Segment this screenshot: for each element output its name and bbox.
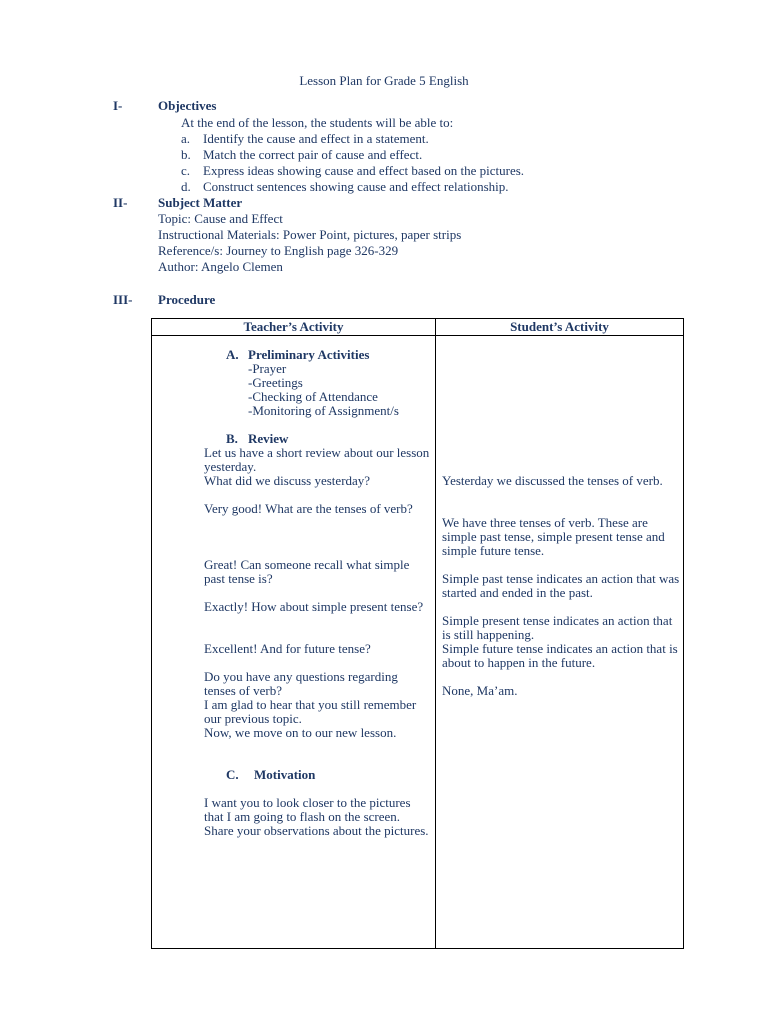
motivation-heading [226,768,454,782]
teacher-review-question-2: Very good! What are the tenses of verb? [204,501,413,516]
review-heading [226,432,454,446]
section-title: Review [248,431,289,446]
teacher-review-intro: Let us have a short review about our lesson yesterday. [204,445,430,474]
objectives-heading: Objectives [158,98,217,113]
teacher-review-question-5: Excellent! And for future tense? [204,641,371,656]
section-title: Preliminary Activities [248,347,370,362]
teacher-review-question-6: Do you have any questions regarding tenses of verb? [204,669,398,698]
page-title: Lesson Plan for Grade 5 English [299,73,469,88]
item-text: Identify the cause and effect in a statement. [203,131,429,146]
section-title: Motivation [254,767,316,782]
list-item [181,131,524,147]
student-review-answer-2: We have three tenses of verb. These are simple past tense, simple present tense and simple future tense. [442,515,665,558]
teacher-activity-header: Teacher’s Activity [243,319,344,334]
subject-matter-topic: Topic: Cause and Effect [158,211,283,226]
student-activity-header: Student’s Activity [510,319,609,334]
item-text: Construct sentences showing cause and effect relationship. [203,179,509,194]
list-item [181,147,524,163]
procedure-table [151,318,684,949]
teacher-motivation-instruction: I want you to look closer to the pictures that I am going to flash on the screen. Share your observations about the pictures. [204,795,429,838]
list-item [181,163,524,179]
preliminary-heading [226,348,454,362]
procedure-numeral: III- [113,292,133,307]
section-letter: B. [226,431,238,446]
subject-matter-heading: Subject Matter [158,195,243,210]
list-item: -Greetings [248,375,303,390]
subject-matter-reference: Reference/s: Journey to English page 326-329 [158,243,399,258]
procedure-heading: Procedure [158,292,216,307]
subject-matter-author: Author: Angelo Clemen [158,259,283,274]
objectives-numeral: I- [113,98,123,113]
teacher-review-transition: Now, we move on to our new lesson. [204,725,397,740]
student-review-answer-3: Simple past tense indicates an action that was started and ended in the past. [442,571,680,600]
list-item: -Prayer [248,361,287,376]
subject-matter-materials: Instructional Materials: Power Point, pictures, paper strips [158,227,462,242]
list-item: -Monitoring of Assignment/s [248,403,399,418]
teacher-review-comment: I am glad to hear that you still remember our previous topic. [204,697,417,726]
student-review-answer-6: None, Ma’am. [442,683,518,698]
item-letter: d. [181,179,191,194]
section-letter: A. [226,347,239,362]
header-divider [152,335,683,336]
list-item [181,179,524,195]
student-review-answer-1: Yesterday we discussed the tenses of verb. [442,473,663,488]
item-letter: c. [181,163,191,178]
teacher-review-question-4: Exactly! How about simple present tense? [204,599,424,614]
student-review-answer-5: Simple future tense indicates an action that is about to happen in the future. [442,641,678,670]
section-letter: C. [226,767,239,782]
list-item: -Checking of Attendance [248,389,378,404]
teacher-review-question-3: Great! Can someone recall what simple past tense is? [204,557,410,586]
student-review-answer-4: Simple present tense indicates an action that is still happening. [442,613,673,642]
objectives-intro: At the end of the lesson, the students will be able to: [181,115,454,130]
item-letter: a. [181,131,191,146]
item-letter: b. [181,147,191,162]
teacher-review-question-1: What did we discuss yesterday? [204,473,371,488]
item-text: Express ideas showing cause and effect based on the pictures. [203,163,525,178]
objectives-list [181,131,524,195]
subject-matter-numeral: II- [113,195,128,210]
preliminary-list [248,362,476,418]
item-text: Match the correct pair of cause and effect. [203,147,423,162]
